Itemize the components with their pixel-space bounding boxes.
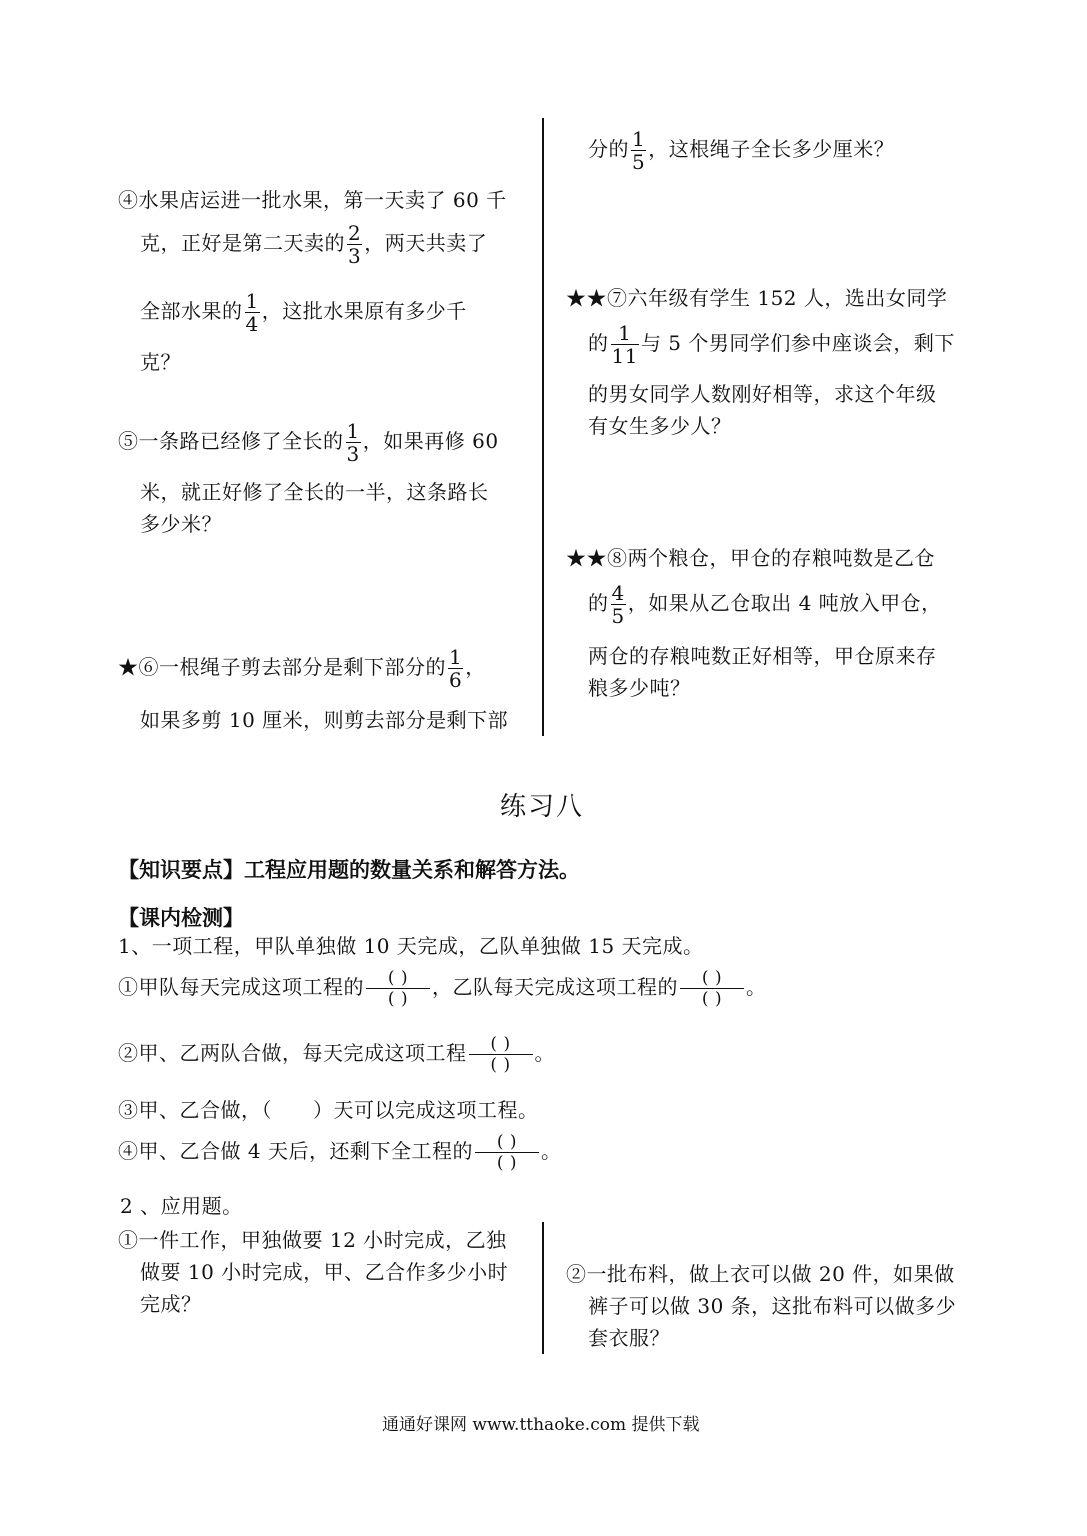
- footer-credit: 通通好课网 www.tthaoke.com 提供下载: [382, 1415, 700, 1435]
- problem-7-line-1: ★★⑦六年级有学生 152 人，选出女同学: [566, 286, 948, 310]
- part-2-q2-line-2: 裤子可以做 30 条，这批布料可以做多少: [588, 1294, 957, 1318]
- answer-blank-fraction[interactable]: $\frac{( )}{( )}$: [680, 968, 744, 1009]
- problem-6-line-2: 如果多剪 10 厘米，则剪去部分是剩下部: [140, 708, 509, 732]
- problem-7-line-4: 有女生多少人？: [588, 414, 732, 438]
- fraction: $\frac{2}{3}$: [348, 221, 362, 268]
- fraction: $\frac{4}{5}$: [611, 581, 625, 628]
- problem-5-line-3: 多少米？: [140, 512, 222, 536]
- part-2-q1-line-3: 完成？: [140, 1292, 202, 1316]
- problem-4-line-2: 克，正好是第二天卖的 $\frac{2}{3}$ ，两天共卖了: [140, 221, 488, 268]
- fraction: $\frac{1}{11}$: [611, 321, 638, 368]
- key-points: 【知识要点】工程应用题的数量关系和解答方法。: [118, 858, 580, 882]
- answer-blank-fraction[interactable]: $\frac{( )}{( )}$: [475, 1132, 539, 1173]
- part-1-a: ①甲队每天完成这项工程的 $\frac{( )}{( )}$ ，乙队每天完成这项工程的 $\frac{( )}{( )}$ 。: [118, 968, 767, 1009]
- problem-8-line-2: 的 $\frac{4}{5}$ ，如果从乙仓取出 4 吨放入甲仓，: [588, 581, 942, 628]
- problem-7-line-3: 的男女同学人数刚好相等，求这个年级: [588, 382, 937, 406]
- part-1-c: ③甲、乙合做，（ ）天可以完成这项工程。: [118, 1098, 539, 1122]
- answer-blank-fraction[interactable]: $\frac{( )}{( )}$: [366, 968, 430, 1009]
- problem-8-line-1: ★★⑧两个粮仓，甲仓的存粮吨数是乙仓: [566, 546, 935, 570]
- problem-6-continuation: 分的 $\frac{1}{5}$ ，这根绳子全长多少厘米？: [588, 127, 895, 174]
- fraction: $\frac{1}{3}$: [346, 419, 360, 466]
- part-2-intro: 2 、应用题。: [120, 1194, 243, 1218]
- in-class-check: 【课内检测】: [118, 906, 244, 930]
- problem-6-line-1: ★⑥一根绳子剪去部分是剩下部分的 $\frac{1}{6}$ ，: [118, 645, 486, 692]
- part-1-d: ④甲、乙合做 4 天后，还剩下全工程的 $\frac{( )}{( )}$ 。: [118, 1132, 562, 1173]
- problem-5-line-2: 米，就正好修了全长的一半，这条路长: [140, 480, 489, 504]
- answer-blank-fraction[interactable]: $\frac{( )}{( )}$: [469, 1034, 533, 1075]
- part-2-q2-line-3: 套衣服？: [588, 1326, 670, 1350]
- part-1-intro: 1、一项工程，甲队单独做 10 天完成，乙队单独做 15 天完成。: [118, 934, 704, 958]
- problem-8-line-4: 粮多少吨？: [588, 676, 691, 700]
- problem-8-line-3: 两仓的存粮吨数正好相等，甲仓原来存: [588, 644, 937, 668]
- column-divider-bottom: [542, 1222, 544, 1354]
- part-1-b: ②甲、乙两队合做，每天完成这项工程 $\frac{( )}{( )}$ 。: [118, 1034, 555, 1075]
- part-2-q1-line-2: 做要 10 小时完成，甲、乙合作多少小时: [140, 1260, 509, 1284]
- problem-4-line-3: 全部水果的 $\frac{1}{4}$ ，这批水果原有多少千: [140, 289, 467, 336]
- column-divider-top: [542, 118, 544, 736]
- fraction: $\frac{1}{5}$: [632, 127, 646, 174]
- problem-4-line-4: 克？: [140, 350, 181, 374]
- part-2-q1-line-1: ①一件工作，甲独做要 12 小时完成，乙独: [118, 1228, 507, 1252]
- fraction: $\frac{1}{6}$: [449, 645, 463, 692]
- problem-4-line-1: ④水果店运进一批水果，第一天卖了 60 千: [118, 188, 507, 212]
- fraction: $\frac{1}{4}$: [245, 289, 259, 336]
- section-title: 练习八: [500, 792, 585, 822]
- part-2-q2-line-1: ②一批布料，做上衣可以做 20 件，如果做: [566, 1262, 955, 1286]
- problem-7-line-2: 的 $\frac{1}{11}$ 与 5 个男同学们参中座谈会，剩下: [588, 321, 955, 368]
- problem-5-line-1: ⑤一条路已经修了全长的 $\frac{1}{3}$ ，如果再修 60: [118, 419, 499, 466]
